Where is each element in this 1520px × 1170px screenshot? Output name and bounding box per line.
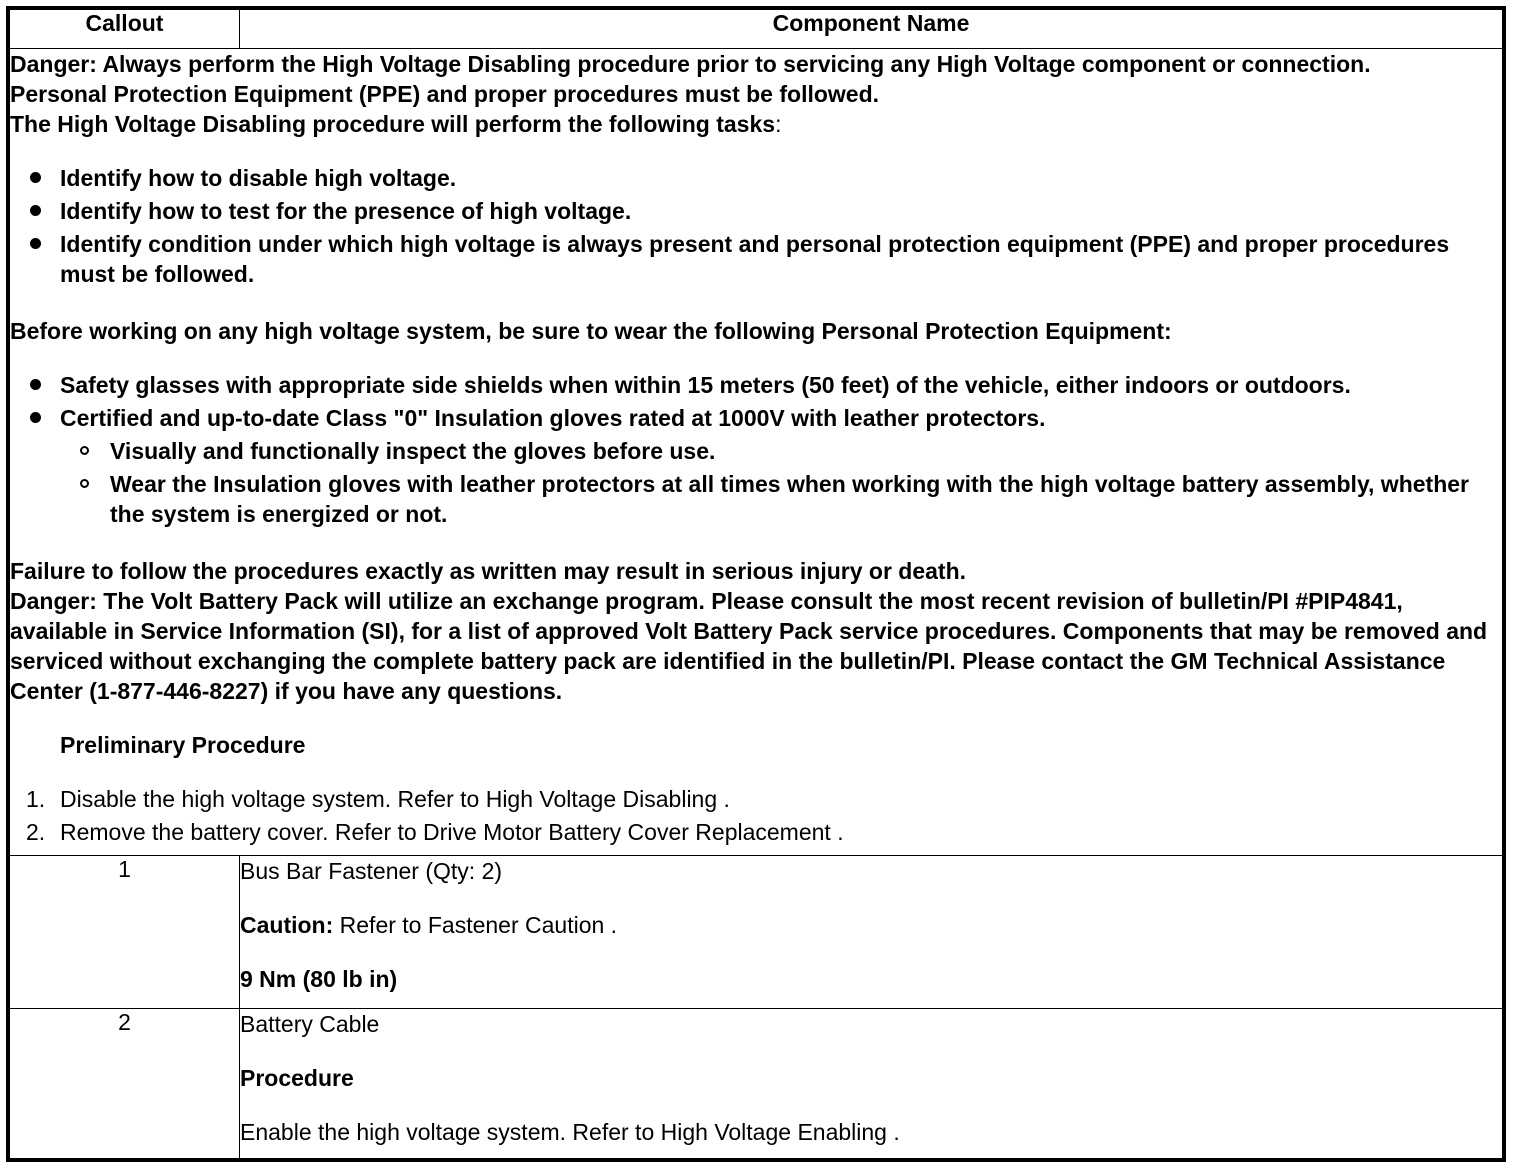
callout-column-header: Callout (10, 10, 240, 49)
torque-spec: 9 Nm (80 lb in) (240, 966, 398, 992)
component-name: Battery Cable (240, 1011, 380, 1037)
list-item: Certified and up-to-date Class "0" Insulation gloves rated at 1000V with leather protectors. Visually and functionally inspect the gloves before use. Wear the Insulation gloves with leather protectors at all times when working with the high voltage battery assembly, whether the system is energized or not. (10, 403, 1502, 529)
preliminary-procedure-title: Preliminary Procedure (60, 732, 306, 758)
component-cell (240, 1009, 1503, 1159)
circle-bullet-icon (80, 479, 89, 488)
component-name: Bus Bar Fastener (Qty: 2) (240, 858, 503, 884)
list-item: Identify condition under which high voltage is always present and personal protection equipment (PPE) and proper procedures must be followed. (10, 229, 1502, 289)
component-name-column-header: Component Name (240, 10, 1503, 49)
circle-bullet-icon (80, 446, 89, 455)
service-document (6, 6, 1506, 1162)
list-item: Visually and functionally inspect the gloves before use. (60, 436, 1502, 466)
callout-number: 1 (10, 856, 240, 1009)
equipment-list (10, 370, 1502, 529)
list-item: 1. Disable the high voltage system. Refer to High Voltage Disabling . (26, 786, 730, 812)
preliminary-steps (10, 784, 1502, 847)
danger-exchange-note: Danger: The Volt Battery Pack will utilize an exchange program. Please consult the most recent revision of bulletin/PI #PIP4841, available in Service Information (SI), for a list of approved Volt Battery Pack service procedures. Components that may be removed and serviced without exchanging the complete battery pack are identified in the bulletin/PI. Please contact the GM Technical Assistance Center (1-877-446-8227) if you have any questions. (10, 588, 1488, 704)
table-row (10, 856, 1503, 1009)
bullet-icon (30, 172, 41, 183)
bullet-icon (30, 379, 41, 390)
component-table (9, 9, 1503, 1159)
failure-warning: Failure to follow the procedures exactly as written may result in serious injury or death. (10, 558, 967, 584)
bullet-icon (30, 205, 41, 216)
safety-notes (10, 49, 1503, 856)
bullet-icon (30, 412, 41, 423)
notes-row (10, 49, 1503, 856)
list-item: Safety glasses with appropriate side shields when within 15 meters (50 feet) of the vehicle, either indoors or outdoors. (10, 370, 1502, 400)
procedure-label: Procedure (240, 1065, 354, 1091)
table-row (10, 1009, 1503, 1159)
callout-number: 2 (10, 1009, 240, 1159)
procedure-text: Enable the high voltage system. Refer to High Voltage Enabling . (240, 1119, 900, 1145)
list-item: Identify how to disable high voltage. (10, 163, 1502, 193)
before-working-note: Before working on any high voltage system, be sure to wear the following Personal Protection Equipment: (10, 318, 1172, 344)
glove-subitems (60, 436, 1502, 529)
component-cell (240, 856, 1503, 1009)
list-item: Identify how to test for the presence of high voltage. (10, 196, 1502, 226)
table-header-row (10, 10, 1503, 49)
tasks-intro: The High Voltage Disabling procedure will perform the following tasks: (10, 111, 782, 137)
list-item: 2. Remove the battery cover. Refer to Drive Motor Battery Cover Replacement . (26, 819, 844, 845)
tasks-list (10, 163, 1502, 289)
ppe-note: Personal Protection Equipment (PPE) and proper procedures must be followed. (10, 81, 880, 107)
list-item: Wear the Insulation gloves with leather protectors at all times when working with the high voltage battery assembly, whether the system is energized or not. (60, 469, 1502, 529)
danger-disabling-note: Danger: Always perform the High Voltage Disabling procedure prior to servicing any High Voltage component or connection. (10, 51, 1371, 77)
bullet-icon (30, 238, 41, 249)
caution-line: Caution: Refer to Fastener Caution . (240, 912, 618, 938)
